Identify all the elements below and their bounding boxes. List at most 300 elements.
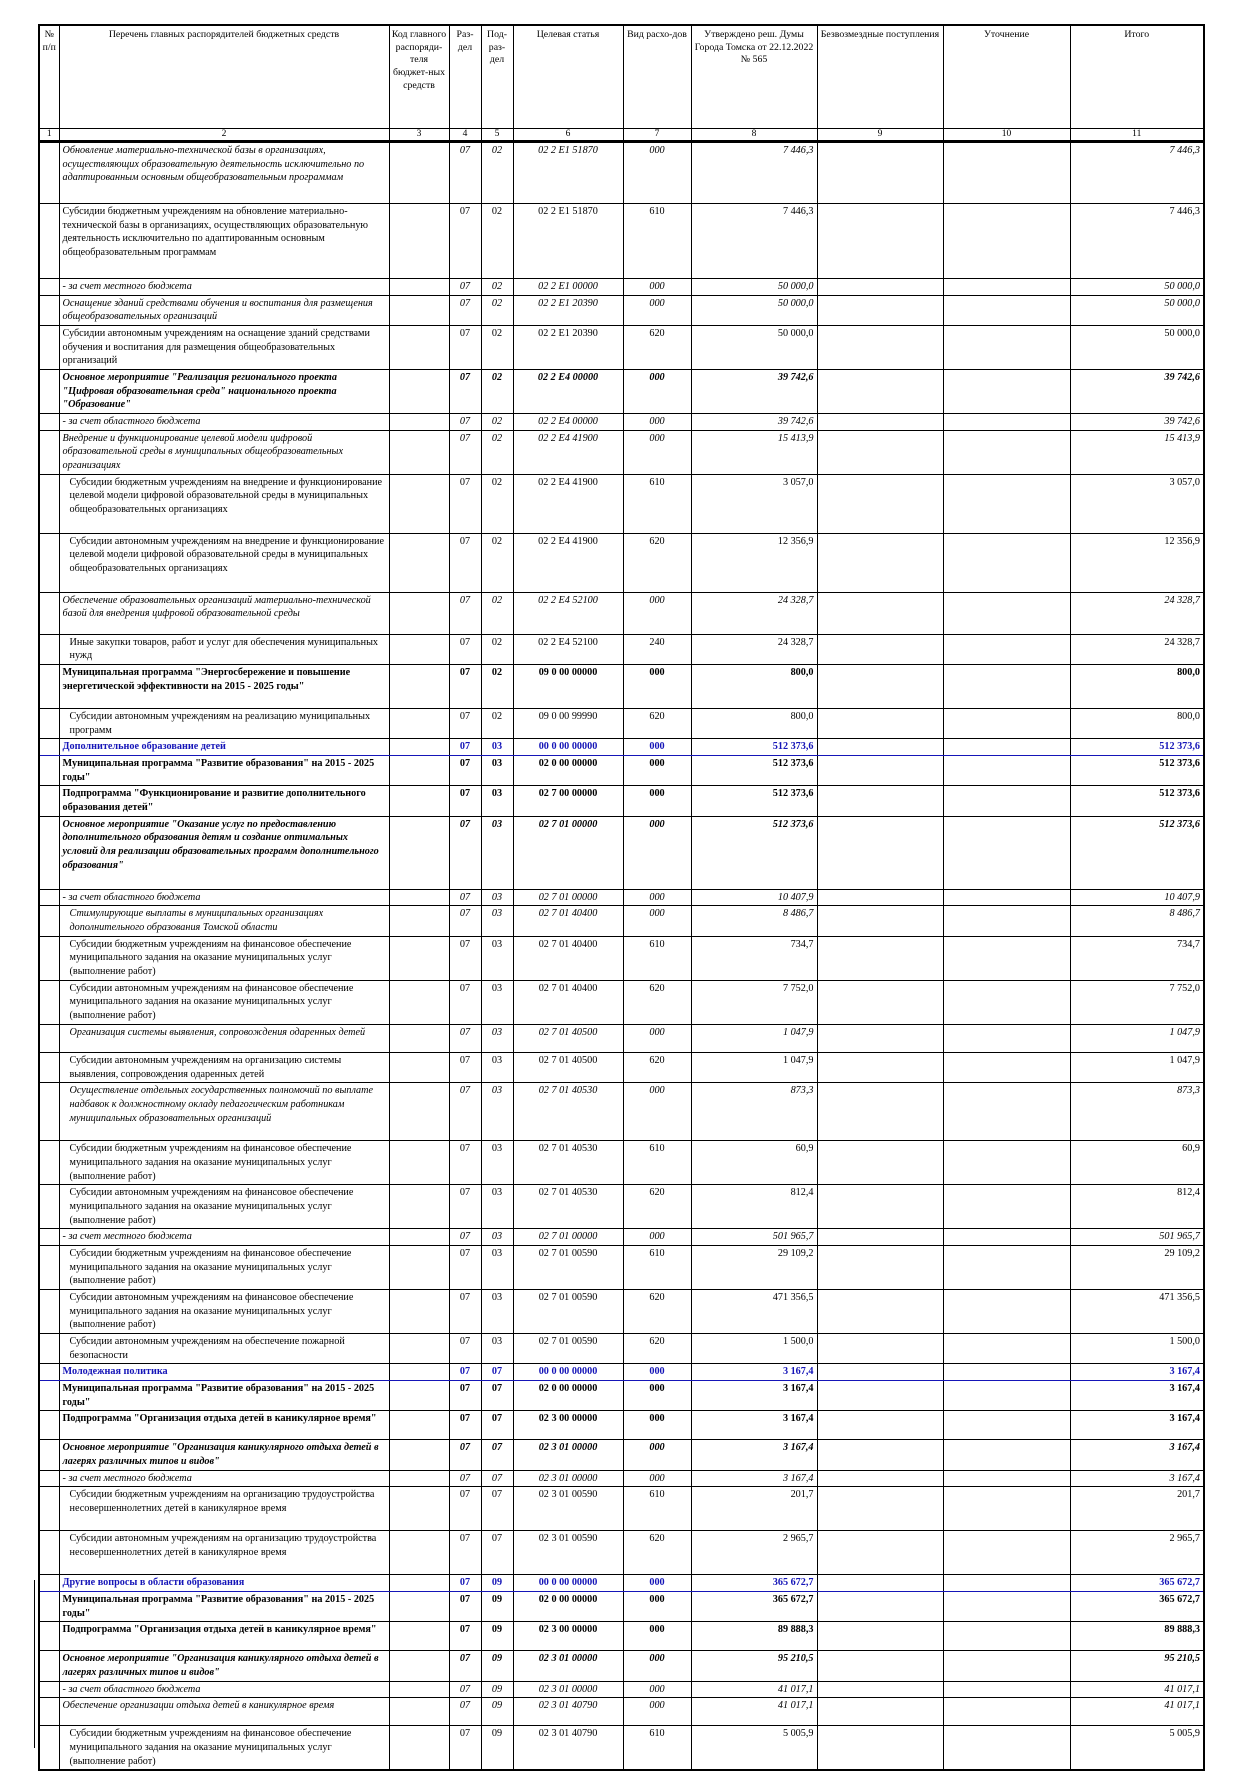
cell-total: 3 167,4 (1070, 1440, 1204, 1470)
cell-expense-type: 620 (623, 326, 691, 370)
cell-expense-type: 000 (623, 1681, 691, 1698)
cell-podrazdel: 03 (481, 906, 513, 936)
cell-code (389, 474, 449, 533)
cell-num (39, 1289, 59, 1333)
cell-target: 02 2 E1 51870 (513, 204, 623, 279)
cell-total: 3 167,4 (1070, 1364, 1204, 1381)
cell-total: 50 000,0 (1070, 279, 1204, 296)
cell-code (389, 414, 449, 431)
cell-razdel: 07 (449, 739, 481, 756)
col-header-code: Код главного распоряди-теля бюджет-ных средств (389, 25, 449, 129)
col-header-grants: Безвозмездные поступления (817, 25, 943, 129)
cell-code (389, 634, 449, 664)
cell-target: 00 0 00 00000 (513, 1364, 623, 1381)
cell-grants (817, 1681, 943, 1698)
cell-expense-type: 000 (623, 1575, 691, 1592)
cell-code (389, 279, 449, 296)
cell-grants (817, 1083, 943, 1141)
cell-adjustment (943, 1364, 1070, 1381)
cell-approved: 12 356,9 (691, 533, 817, 592)
cell-target: 02 2 E4 52100 (513, 634, 623, 664)
table-row (39, 1024, 1204, 1052)
cell-num (39, 889, 59, 906)
cell-num (39, 1411, 59, 1440)
cell-razdel: 07 (449, 430, 481, 474)
cell-expense-type: 610 (623, 1487, 691, 1531)
cell-podrazdel: 02 (481, 665, 513, 709)
cell-code (389, 1470, 449, 1487)
table-row (39, 1651, 1204, 1681)
cell-grants (817, 1575, 943, 1592)
cell-approved: 24 328,7 (691, 634, 817, 664)
cell-approved: 512 373,6 (691, 786, 817, 816)
cell-razdel: 07 (449, 142, 481, 204)
cell-podrazdel: 03 (481, 739, 513, 756)
table-row (39, 1681, 1204, 1698)
cell-num (39, 1651, 59, 1681)
cell-num (39, 326, 59, 370)
cell-total: 39 742,6 (1070, 414, 1204, 431)
col-header-name: Перечень главных распорядителей бюджетных средств (59, 25, 389, 129)
cell-num (39, 1364, 59, 1381)
cell-code (389, 1380, 449, 1410)
cell-razdel: 07 (449, 1440, 481, 1470)
cell-podrazdel: 02 (481, 142, 513, 204)
cell-expense-type: 000 (623, 592, 691, 634)
cell-target: 02 2 E1 20390 (513, 295, 623, 325)
cell-total: 29 109,2 (1070, 1245, 1204, 1289)
cell-name: Основное мероприятие "Реализация регионального проекта "Цифровая образовательная среда" национального проекта "Образование" (59, 370, 389, 414)
cell-num (39, 906, 59, 936)
table-row (39, 279, 1204, 296)
cell-razdel: 07 (449, 1364, 481, 1381)
cell-adjustment (943, 1531, 1070, 1575)
cell-grants (817, 1289, 943, 1333)
cell-podrazdel: 02 (481, 370, 513, 414)
cell-total: 3 167,4 (1070, 1470, 1204, 1487)
cell-num (39, 370, 59, 414)
cell-podrazdel: 02 (481, 414, 513, 431)
cell-target: 00 0 00 00000 (513, 1575, 623, 1592)
cell-total: 873,3 (1070, 1083, 1204, 1141)
cell-podrazdel: 07 (481, 1531, 513, 1575)
cell-approved: 1 500,0 (691, 1333, 817, 1363)
cell-podrazdel: 02 (481, 295, 513, 325)
cell-code (389, 1575, 449, 1592)
cell-podrazdel: 02 (481, 474, 513, 533)
cell-approved: 8 486,7 (691, 906, 817, 936)
cell-adjustment (943, 1681, 1070, 1698)
cell-razdel: 07 (449, 1052, 481, 1082)
col-number: 9 (817, 129, 943, 142)
col-number: 11 (1070, 129, 1204, 142)
cell-adjustment (943, 1651, 1070, 1681)
cell-num (39, 816, 59, 889)
cell-podrazdel: 07 (481, 1440, 513, 1470)
cell-grants (817, 1531, 943, 1575)
cell-total: 512 373,6 (1070, 739, 1204, 756)
cell-target: 02 7 01 00000 (513, 889, 623, 906)
cell-num (39, 1229, 59, 1246)
cell-name: Субсидии бюджетным учреждениям на финансовое обеспечение муниципального задания на оказание муниципальных услуг (выполнение работ) (59, 1726, 389, 1771)
cell-num (39, 1487, 59, 1531)
cell-num (39, 474, 59, 533)
table-row (39, 634, 1204, 664)
cell-grants (817, 1185, 943, 1229)
cell-target: 02 7 01 40500 (513, 1024, 623, 1052)
table-row (39, 756, 1204, 786)
cell-adjustment (943, 1726, 1070, 1771)
cell-target: 02 2 E4 52100 (513, 592, 623, 634)
cell-podrazdel: 02 (481, 533, 513, 592)
cell-total: 7 752,0 (1070, 980, 1204, 1024)
cell-total: 41 017,1 (1070, 1698, 1204, 1726)
cell-name: Обновление материально-технической базы в организациях, осуществляющих образовательную деятельность исключительно по адаптированным основным общеобразовательным программам (59, 142, 389, 204)
cell-code (389, 1726, 449, 1771)
cell-expense-type: 620 (623, 1185, 691, 1229)
col-header-podrazdel: Под-раз-дел (481, 25, 513, 129)
table-row (39, 474, 1204, 533)
cell-total: 24 328,7 (1070, 592, 1204, 634)
cell-total: 365 672,7 (1070, 1575, 1204, 1592)
cell-grants (817, 1052, 943, 1082)
cell-razdel: 07 (449, 414, 481, 431)
table-row (39, 1289, 1204, 1333)
cell-approved: 10 407,9 (691, 889, 817, 906)
table-row (39, 1698, 1204, 1726)
cell-total: 512 373,6 (1070, 816, 1204, 889)
cell-adjustment (943, 1024, 1070, 1052)
cell-target: 02 2 E4 41900 (513, 474, 623, 533)
cell-code (389, 592, 449, 634)
cell-razdel: 07 (449, 889, 481, 906)
cell-approved: 15 413,9 (691, 430, 817, 474)
cell-expense-type: 000 (623, 370, 691, 414)
col-header-adjustment: Уточнение (943, 25, 1070, 129)
cell-adjustment (943, 739, 1070, 756)
cell-razdel: 07 (449, 1622, 481, 1651)
cell-target: 02 3 01 00000 (513, 1440, 623, 1470)
cell-total: 8 486,7 (1070, 906, 1204, 936)
cell-target: 02 7 01 40530 (513, 1083, 623, 1141)
cell-podrazdel: 07 (481, 1487, 513, 1531)
cell-total: 734,7 (1070, 936, 1204, 980)
cell-total: 15 413,9 (1070, 430, 1204, 474)
cell-num (39, 936, 59, 980)
cell-name: Организация системы выявления, сопровождения одаренных детей (59, 1024, 389, 1052)
cell-name: Субсидии автономным учреждениям на финансовое обеспечение муниципального задания на оказание муниципальных услуг (выполнение работ) (59, 980, 389, 1024)
cell-name: Основное мероприятие "Организация каникулярного отдыха детей в лагерях различных типов и видов" (59, 1440, 389, 1470)
cell-podrazdel: 07 (481, 1380, 513, 1410)
cell-approved: 89 888,3 (691, 1622, 817, 1651)
cell-adjustment (943, 1487, 1070, 1531)
cell-podrazdel: 07 (481, 1470, 513, 1487)
cell-expense-type: 000 (623, 1411, 691, 1440)
section-row (39, 1364, 1204, 1381)
cell-num (39, 1681, 59, 1698)
cell-code (389, 756, 449, 786)
cell-grants (817, 592, 943, 634)
cell-approved: 3 167,4 (691, 1380, 817, 1410)
cell-total: 800,0 (1070, 665, 1204, 709)
cell-total: 3 167,4 (1070, 1380, 1204, 1410)
cell-total: 89 888,3 (1070, 1622, 1204, 1651)
cell-podrazdel: 09 (481, 1698, 513, 1726)
cell-approved: 50 000,0 (691, 326, 817, 370)
cell-adjustment (943, 326, 1070, 370)
cell-podrazdel: 03 (481, 889, 513, 906)
cell-name: Муниципальная программа "Развитие образования" на 2015 - 2025 годы" (59, 1380, 389, 1410)
cell-num (39, 1698, 59, 1726)
cell-code (389, 295, 449, 325)
cell-expense-type: 240 (623, 634, 691, 664)
cell-code (389, 326, 449, 370)
col-header-total: Итого (1070, 25, 1204, 129)
cell-total: 24 328,7 (1070, 634, 1204, 664)
cell-code (389, 1622, 449, 1651)
cell-razdel: 07 (449, 1575, 481, 1592)
cell-podrazdel: 03 (481, 1245, 513, 1289)
cell-razdel: 07 (449, 1487, 481, 1531)
cell-razdel: 07 (449, 295, 481, 325)
cell-grants (817, 204, 943, 279)
cell-podrazdel: 03 (481, 1289, 513, 1333)
cell-adjustment (943, 1411, 1070, 1440)
cell-podrazdel: 03 (481, 1185, 513, 1229)
cell-razdel: 07 (449, 1470, 481, 1487)
cell-num (39, 430, 59, 474)
cell-target: 09 0 00 00000 (513, 665, 623, 709)
cell-num (39, 1440, 59, 1470)
cell-code (389, 1411, 449, 1440)
cell-num (39, 1726, 59, 1771)
cell-podrazdel: 02 (481, 279, 513, 296)
table-row (39, 1726, 1204, 1771)
cell-approved: 5 005,9 (691, 1726, 817, 1771)
table-row (39, 1440, 1204, 1470)
table-row (39, 980, 1204, 1024)
cell-grants (817, 634, 943, 664)
cell-target: 02 3 01 00000 (513, 1651, 623, 1681)
cell-expense-type: 610 (623, 204, 691, 279)
cell-grants (817, 142, 943, 204)
cell-approved: 7 446,3 (691, 204, 817, 279)
cell-adjustment (943, 936, 1070, 980)
cell-approved: 39 742,6 (691, 414, 817, 431)
cell-approved: 471 356,5 (691, 1289, 817, 1333)
cell-expense-type: 610 (623, 474, 691, 533)
cell-approved: 60,9 (691, 1141, 817, 1185)
cell-expense-type: 620 (623, 709, 691, 739)
cell-grants (817, 414, 943, 431)
budget-table (38, 24, 1205, 1771)
cell-target: 02 3 01 00000 (513, 1681, 623, 1698)
cell-podrazdel: 02 (481, 709, 513, 739)
cell-adjustment (943, 665, 1070, 709)
table-header (39, 25, 1204, 142)
cell-razdel: 07 (449, 1185, 481, 1229)
cell-razdel: 07 (449, 592, 481, 634)
cell-name: Дополнительное образование детей (59, 739, 389, 756)
cell-adjustment (943, 592, 1070, 634)
cell-name: Субсидии бюджетным учреждениям на организацию трудоустройства несовершеннолетних детей в каникулярное время (59, 1487, 389, 1531)
col-number: 4 (449, 129, 481, 142)
cell-total: 50 000,0 (1070, 326, 1204, 370)
cell-grants (817, 1440, 943, 1470)
cell-razdel: 07 (449, 1141, 481, 1185)
col-number: 8 (691, 129, 817, 142)
cell-razdel: 07 (449, 1245, 481, 1289)
cell-target: 02 7 01 00590 (513, 1245, 623, 1289)
cell-total: 1 047,9 (1070, 1024, 1204, 1052)
cell-adjustment (943, 1470, 1070, 1487)
cell-expense-type: 000 (623, 1440, 691, 1470)
cell-grants (817, 474, 943, 533)
cell-razdel: 07 (449, 1591, 481, 1621)
cell-approved: 1 047,9 (691, 1052, 817, 1082)
cell-grants (817, 1487, 943, 1531)
cell-code (389, 1364, 449, 1381)
table-row (39, 1229, 1204, 1246)
cell-podrazdel: 09 (481, 1622, 513, 1651)
cell-num (39, 1024, 59, 1052)
cell-target: 02 2 E4 00000 (513, 414, 623, 431)
cell-adjustment (943, 1440, 1070, 1470)
section-row (39, 739, 1204, 756)
cell-grants (817, 533, 943, 592)
cell-grants (817, 1698, 943, 1726)
cell-code (389, 816, 449, 889)
cell-adjustment (943, 1698, 1070, 1726)
cell-name: Субсидии бюджетным учреждениям на финансовое обеспечение муниципального задания на оказание муниципальных услуг (выполнение работ) (59, 936, 389, 980)
cell-expense-type: 000 (623, 430, 691, 474)
cell-total: 5 005,9 (1070, 1726, 1204, 1771)
cell-adjustment (943, 1333, 1070, 1363)
cell-grants (817, 1024, 943, 1052)
cell-name: Оснащение зданий средствами обучения и воспитания для размещения общеобразовательных организаций (59, 295, 389, 325)
cell-target: 02 7 01 40500 (513, 1052, 623, 1082)
table-row (39, 592, 1204, 634)
cell-razdel: 07 (449, 326, 481, 370)
cell-razdel: 07 (449, 1531, 481, 1575)
cell-name: Основное мероприятие "Организация каникулярного отдыха детей в лагерях различных типов и видов" (59, 1651, 389, 1681)
cell-expense-type: 000 (623, 1470, 691, 1487)
cell-podrazdel: 09 (481, 1651, 513, 1681)
cell-grants (817, 279, 943, 296)
cell-podrazdel: 09 (481, 1591, 513, 1621)
cell-code (389, 739, 449, 756)
cell-razdel: 07 (449, 474, 481, 533)
cell-grants (817, 936, 943, 980)
cell-num (39, 533, 59, 592)
cell-name: Субсидии бюджетным учреждениям на обновление материально-технической базы в организациях, осуществляющих образовательную деятельность исключительно по адаптированным основным общеобразовательным программам (59, 204, 389, 279)
col-number: 2 (59, 129, 389, 142)
cell-name: Молодежная политика (59, 1364, 389, 1381)
cell-num (39, 1622, 59, 1651)
cell-expense-type: 000 (623, 279, 691, 296)
cell-adjustment (943, 414, 1070, 431)
cell-expense-type: 000 (623, 1622, 691, 1651)
cell-name: Муниципальная программа "Энергосбережение и повышение энергетической эффективности на 2015 - 2025 годы" (59, 665, 389, 709)
cell-code (389, 1229, 449, 1246)
cell-expense-type: 620 (623, 980, 691, 1024)
cell-target: 02 0 00 00000 (513, 1591, 623, 1621)
cell-target: 02 7 01 40530 (513, 1185, 623, 1229)
table-row (39, 1245, 1204, 1289)
cell-target: 02 2 E1 20390 (513, 326, 623, 370)
cell-target: 02 2 E1 00000 (513, 279, 623, 296)
cell-code (389, 665, 449, 709)
cell-razdel: 07 (449, 279, 481, 296)
cell-razdel: 07 (449, 533, 481, 592)
cell-code (389, 1289, 449, 1333)
cell-code (389, 142, 449, 204)
cell-adjustment (943, 1380, 1070, 1410)
cell-expense-type: 000 (623, 889, 691, 906)
cell-code (389, 1531, 449, 1575)
cell-expense-type: 000 (623, 1651, 691, 1681)
cell-adjustment (943, 1591, 1070, 1621)
cell-adjustment (943, 634, 1070, 664)
cell-name: Подпрограмма "Функционирование и развитие дополнительного образования детей" (59, 786, 389, 816)
cell-podrazdel: 07 (481, 1364, 513, 1381)
cell-adjustment (943, 1141, 1070, 1185)
cell-podrazdel: 09 (481, 1726, 513, 1771)
page-margin-line (34, 1580, 35, 1748)
cell-grants (817, 816, 943, 889)
table-row (39, 906, 1204, 936)
table-row (39, 1591, 1204, 1621)
table-row (39, 1052, 1204, 1082)
table-row (39, 1083, 1204, 1141)
cell-code (389, 786, 449, 816)
cell-expense-type: 000 (623, 1024, 691, 1052)
cell-expense-type: 000 (623, 142, 691, 204)
cell-name: Муниципальная программа "Развитие образования" на 2015 - 2025 годы" (59, 1591, 389, 1621)
table-body (39, 142, 1204, 1771)
cell-target: 02 3 00 00000 (513, 1622, 623, 1651)
cell-name: Субсидии автономным учреждениям на организацию системы выявления, сопровождения одаренных детей (59, 1052, 389, 1082)
cell-razdel: 07 (449, 786, 481, 816)
cell-num (39, 709, 59, 739)
cell-name: Субсидии бюджетным учреждениям на внедрение и функционирование целевой модели цифровой образовательной среды в муниципальных общеобразовательных организациях (59, 474, 389, 533)
cell-adjustment (943, 1245, 1070, 1289)
cell-grants (817, 889, 943, 906)
cell-razdel: 07 (449, 1380, 481, 1410)
cell-approved: 3 167,4 (691, 1470, 817, 1487)
cell-num (39, 665, 59, 709)
cell-podrazdel: 03 (481, 1083, 513, 1141)
cell-target: 02 7 01 00000 (513, 816, 623, 889)
cell-total: 7 446,3 (1070, 142, 1204, 204)
table-row (39, 430, 1204, 474)
cell-target: 02 2 E1 51870 (513, 142, 623, 204)
cell-expense-type: 610 (623, 1245, 691, 1289)
cell-name: Субсидии автономным учреждениям на оснащение зданий средствами обучения и воспитания для размещения общеобразовательных организаций (59, 326, 389, 370)
cell-grants (817, 1141, 943, 1185)
cell-name: - за счет областного бюджета (59, 889, 389, 906)
cell-name: Обеспечение образовательных организаций материально-технической базой для внедрения цифровой образовательной среды (59, 592, 389, 634)
cell-code (389, 1681, 449, 1698)
cell-name: Подпрограмма "Организация отдыха детей в каникулярное время" (59, 1622, 389, 1651)
cell-target: 02 3 00 00000 (513, 1411, 623, 1440)
cell-adjustment (943, 1622, 1070, 1651)
cell-podrazdel: 03 (481, 786, 513, 816)
cell-num (39, 1591, 59, 1621)
cell-approved: 501 965,7 (691, 1229, 817, 1246)
cell-expense-type: 610 (623, 1141, 691, 1185)
cell-adjustment (943, 1052, 1070, 1082)
